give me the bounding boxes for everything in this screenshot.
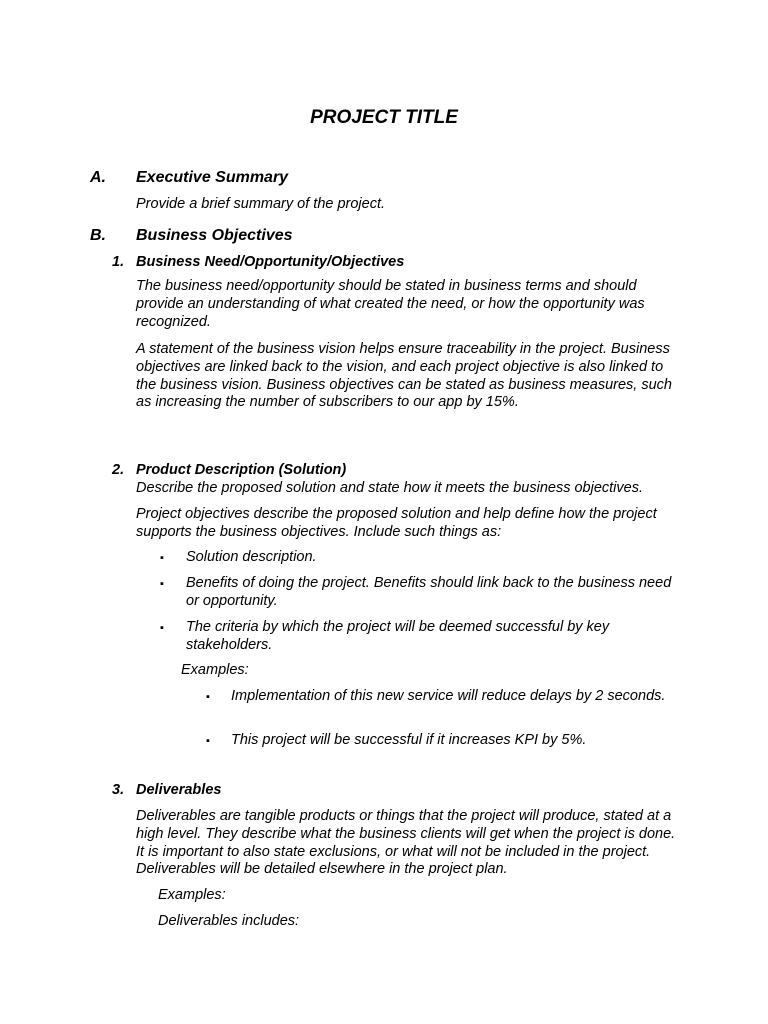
- item-2-heading: Product Description (Solution): [136, 462, 347, 478]
- sub-bullet-item: Implementation of this new service will reduce delays by 2 seconds.: [231, 688, 666, 704]
- bullet-item: Solution description.: [186, 549, 317, 565]
- item-3-heading: Deliverables: [136, 782, 222, 798]
- item-2-paragraph-2: Project objectives describe the proposed solution and help define how the project supports the business objectives. Include such things as:: [136, 506, 657, 540]
- section-a-heading: Executive Summary: [136, 169, 289, 186]
- sub-bullet-marker: ▪: [206, 735, 210, 747]
- section-a-letter: A.: [90, 169, 106, 186]
- item-1-heading: Business Need/Opportunity/Objectives: [136, 254, 405, 270]
- bullet-item: The criteria by which the project will be deemed successful by key stakeholders.: [186, 619, 610, 653]
- project-title: PROJECT TITLE: [310, 107, 458, 128]
- item-3-paragraph-1: Deliverables are tangible products or things that the project will produce, stated at a high level. They describe what the business clients will get when the project is done. It is important to also state exclusions, or what will not be included in the project. Deliverables will be detailed elsewhere in the project plan.: [136, 808, 676, 878]
- item-3-examples-label: Examples:: [158, 887, 226, 903]
- bullet-item: Benefits of doing the project. Benefits should link back to the business need or opportunity.: [186, 575, 672, 609]
- item-1-number: 1.: [112, 254, 125, 270]
- item-2-number: 2.: [112, 462, 125, 478]
- item-2-paragraph-1: Describe the proposed solution and state how it meets the business objectives.: [136, 480, 643, 496]
- item-1-paragraph-1: The business need/opportunity should be stated in business terms and should provide an understanding of what created the need, or how the opportunity was recognized.: [136, 278, 645, 330]
- bullet-marker: ▪: [160, 622, 164, 634]
- item-1-paragraph-2: A statement of the business vision helps ensure traceability in the project. Business objectives are linked back to the vision, and each project objective is also linked to the business vision. Business objectives can be stated as business measures, such as increasing the number of subscribers to our app by 15%.: [136, 341, 672, 411]
- item-2-examples-label: Examples:: [181, 662, 249, 678]
- bullet-marker: ▪: [160, 578, 164, 590]
- section-b-letter: B.: [90, 227, 106, 244]
- bullet-marker: ▪: [160, 552, 164, 564]
- section-b-heading: Business Objectives: [136, 227, 293, 244]
- item-3-number: 3.: [112, 782, 125, 798]
- sub-bullet-item: This project will be successful if it increases KPI by 5%.: [231, 732, 587, 748]
- section-a-text: Provide a brief summary of the project.: [136, 196, 386, 212]
- sub-bullet-marker: ▪: [206, 691, 210, 703]
- item-3-includes-label: Deliverables includes:: [158, 913, 300, 929]
